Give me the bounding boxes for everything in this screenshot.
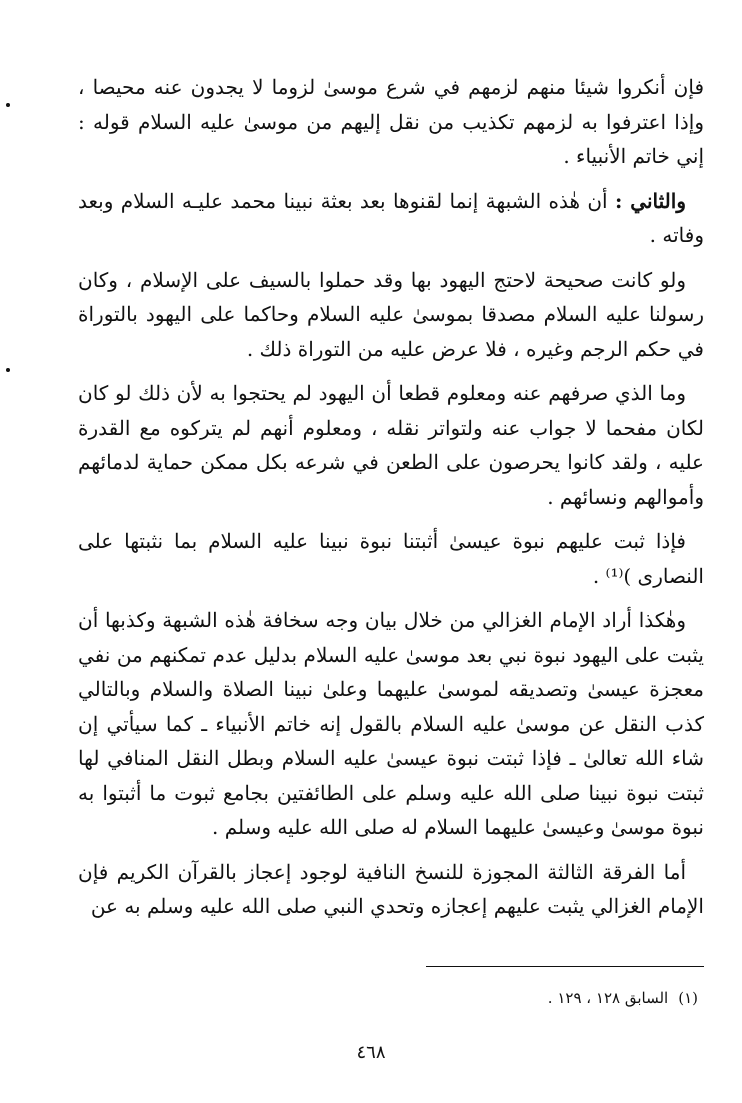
footnote-number: (١) (678, 989, 698, 1007)
page-number: ٤٦٨ (356, 1042, 386, 1063)
paragraph: وما الذي صرفهم عنه ومعلوم قطعا أن اليهود لم يحتجوا به لأن ذلك لو كان لكان مفحما لا جواب عنه ولتواتر نقله ، ومعلوم أنهم لم يتركوه مع القدرة عليه ، ولقد كانوا يحرصون على الطعن في شرعه بكل ممكن حماية لدمائهم وأموالهم ونسائهم . (78, 381, 704, 509)
footnote-divider (426, 966, 704, 967)
paragraph: والثاني : أن هٰذه الشبهة إنما لقنوها بعد بعثة نبينا محمد عليـه السلام وبعد وفاته . (78, 188, 704, 247)
paragraph-lead: والثاني : (614, 188, 686, 213)
paragraph: أما الفرقة الثالثة المجوزة للنسخ النافية لوجود إعجاز بالقرآن الكريم فإن الإمام الغزالي يثبت عليهم إعجازه وتحدي النبي صلى الله عليه وسلم به عن (78, 859, 704, 918)
paragraph: فإن أنكروا شيئا منهم لزمهم في شرع موسىٰ لزوما لا يجدون عنه محيصا ، وإذا اعترفوا به لزمهم تكذيب من نقل إليهم من موسىٰ عليه السلام قوله : إني خاتم الأنبياء . (78, 75, 704, 168)
paragraph: فإذا ثبت عليهم نبوة عيسىٰ أثبتنا نبوة نبينا عليه السلام بما نثبتها على النصارى )⁽¹⁾ . (78, 529, 704, 588)
margin-mark (6, 368, 10, 372)
page-body (78, 70, 704, 934)
footnote-text: السابق ١٢٨ ، ١٢٩ . (547, 989, 669, 1007)
margin-mark (6, 103, 10, 107)
paragraph: وهٰكذا أراد الإمام الغزالي من خلال بيان وجه سخافة هٰذه الشبهة وكذبها أن يثبت على اليهود نبوة نبي بعد موسىٰ عليه السلام بدليل عدم تمكنهم من نفي معجزة عيسىٰ وتصديقه لموسىٰ عليهما وعلىٰ نبينا الصلاة والسلام وبالتالي كذب النقل عن موسىٰ عليه السلام بالقول إنه خاتم الأنبياء ـ كما سيأتي إن شاء الله تعالىٰ ـ فإذا ثبتت نبوة عيسىٰ عليه السلام وبطل النقل المنافي لها ثبتت نبوة نبينا صلى الله عليه وسلم على الطائفتين بجامع ثبوت ما أثبتوا به نبوة موسىٰ وعيسىٰ عليهما السلام له صلى الله عليه وسلم . (78, 608, 704, 839)
paragraph: ولو كانت صحيحة لاحتج اليهود بها وقد حملوا بالسيف على الإسلام ، وكان رسولنا عليه السلام مصدقا بموسىٰ عليه السلام وحاكما على اليهود بالتوراة في حكم الرجم وغيره ، فلا عرض عليه من التوراة ذلك . (78, 267, 704, 361)
footnote (548, 988, 698, 1008)
